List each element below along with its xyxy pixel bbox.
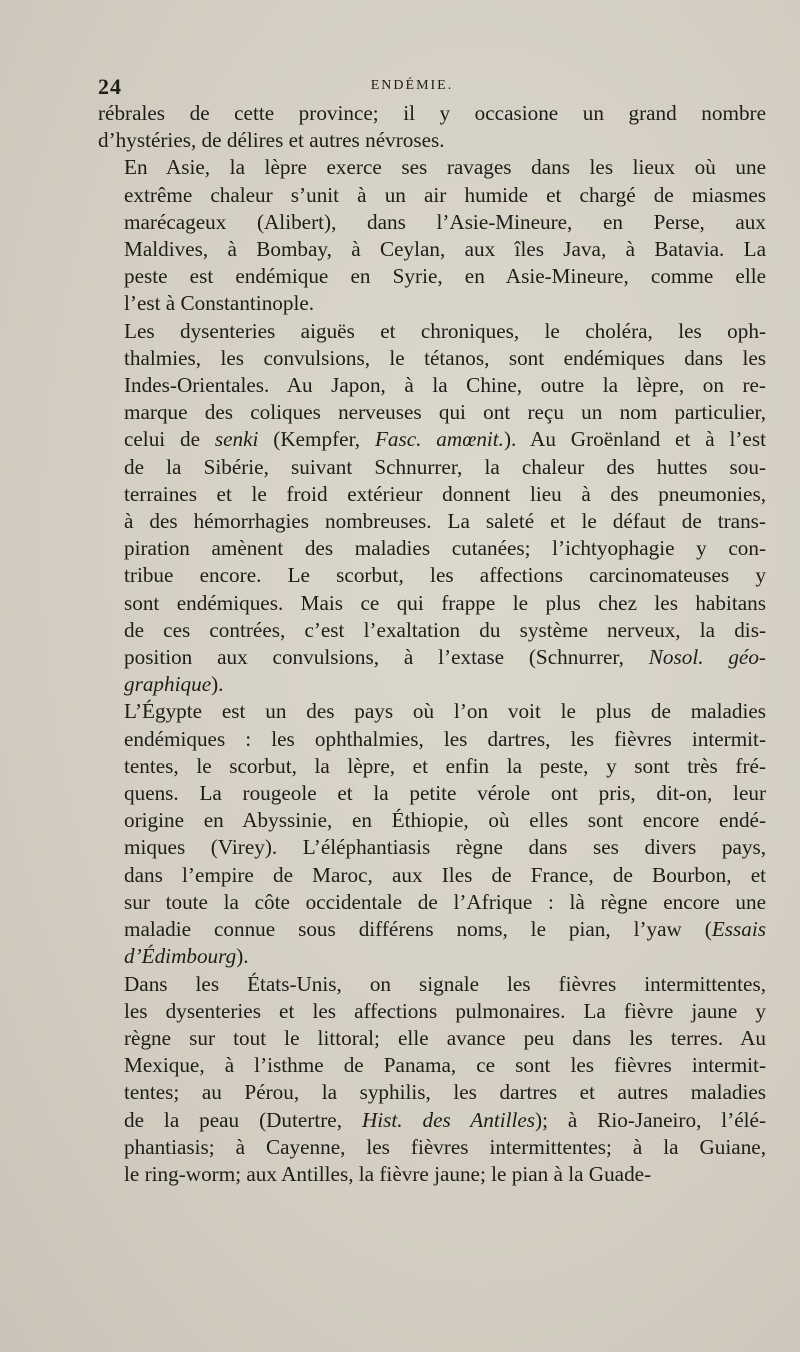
text-line: endémiques : les ophthalmies, les dartres, les fièvres intermit- [124,726,766,751]
text-line: maladie connue sous différens noms, le pian, l’yaw (Essais [124,917,766,942]
text-line: piration amènent des maladies cutanées; l’ichtyophagie y con- [124,536,766,561]
text-line: tribue encore. Le scorbut, les affections carcinomateuses y [124,563,766,588]
text-line: l’est à Constantinople. [124,291,315,316]
text-line: rébrales de cette province; il y occasione un grand nombre [98,101,766,125]
text-line: sur toute la côte occidentale de l’Afrique : là règne encore une [124,889,766,914]
paragraph [98,971,766,1189]
italic-text: senki [214,427,259,452]
italic-text: graphique [124,672,212,697]
text-line: les dysenteries et les affections pulmonaires. La fièvre jaune y [124,998,766,1023]
text-line: graphique). [124,672,224,697]
text-line: dans l’empire de Maroc, aux Iles de France, de Bourbon, et [124,862,766,887]
text-line: Indes-Orientales. Au Japon, à la Chine, outre la lèpre, on re- [124,373,766,398]
text-line: Mexique, à l’isthme de Panama, ce sont les fièvres intermit- [124,1053,766,1078]
italic-text: Hist. des Antilles [361,1107,536,1132]
text-line: tentes, le scorbut, la lèpre, et enfin la peste, y sont très fré- [124,753,766,778]
paragraph [98,100,766,154]
italic-text: Nosol. géo- [648,645,766,670]
text-line: d’Édimbourg). [124,944,249,969]
text-line: quens. La rougeole et la petite vérole ont pris, dit-on, leur [124,781,766,806]
text-line: position aux convulsions, à l’extase (Schnurrer, Nosol. géo- [124,645,766,670]
text-line: d’hystéries, de délires et autres névroses. [98,128,445,153]
italic-text: Fasc. amœnit. [374,427,504,452]
text-line: En Asie, la lèpre exerce ses ravages dans les lieux où une [124,155,766,180]
text-line: miques (Virey). L’éléphantiasis règne dans ses divers pays, [124,835,766,860]
text-line: tentes; au Pérou, la syphilis, les dartres et autres maladies [124,1080,766,1105]
italic-text: Essais [711,917,766,942]
running-head: ENDÉMIE. [370,78,454,93]
book-page [98,68,766,1188]
text-line: Maldives, à Bombay, à Ceylan, aux îles Java, à Batavia. La [124,237,766,262]
text-line: marque des coliques nerveuses qui ont reçu un nom particulier, [124,400,766,425]
text-line: à des hémorrhagies nombreuses. La saleté et le défaut de trans- [124,509,766,534]
text-line: origine en Abyssinie, en Éthiopie, où elles sont encore endé- [124,808,766,833]
text-line: le ring-worm; aux Antilles, la fièvre jaune; le pian à la Guade- [124,1161,652,1186]
paragraph [98,698,766,970]
paragraph [98,318,766,699]
text-line: L’Égypte est un des pays où l’on voit le plus de maladies [124,699,766,724]
text-line: Dans les États-Unis, on signale les fièvres intermittentes, [124,971,766,996]
text-line: règne sur tout le littoral; elle avance peu dans les terres. Au [124,1025,766,1050]
text-line: extrême chaleur s’unit à un air humide et chargé de miasmes [124,182,766,207]
text-line: Les dysenteries aiguës et chroniques, le choléra, les oph- [124,318,766,343]
text-line: de ces contrées, c’est l’exaltation du système nerveux, la dis- [124,617,766,642]
text-line: phantiasis; à Cayenne, les fièvres intermittentes; à la Guiane, [124,1134,766,1159]
paragraph [98,154,766,317]
text-line: de la Sibérie, suivant Schnurrer, la chaleur des huttes sou- [124,454,766,479]
text-line: peste est endémique en Syrie, en Asie-Mineure, comme elle [124,264,766,289]
text-line: thalmies, les convulsions, le tétanos, sont endémiques dans les [124,345,766,370]
text-line: marécageux (Alibert), dans l’Asie-Mineure, en Perse, aux [124,209,766,234]
text-line: celui de senki (Kempfer, Fasc. amœnit.). Au Groënland et à l’est [124,427,766,452]
text-line: de la peau (Dutertre, Hist. des Antilles); à Rio-Janeiro, l’élé- [124,1107,767,1132]
page-header [98,68,766,100]
italic-text: d’Édimbourg [124,944,237,969]
page-number: 24 [98,74,122,99]
body-text [98,100,766,1188]
text-line: terraines et le froid extérieur donnent lieu à des pneumonies, [124,481,766,506]
text-line: sont endémiques. Mais ce qui frappe le plus chez les habitans [124,590,766,615]
